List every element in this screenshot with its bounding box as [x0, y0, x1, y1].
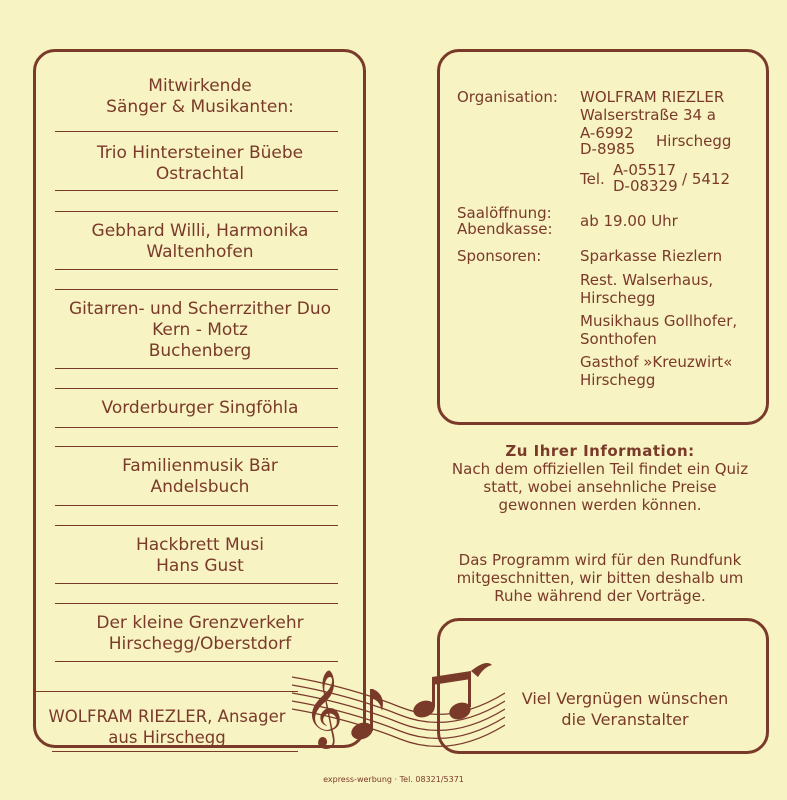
- divider: [55, 427, 338, 428]
- sponsor-walserhaus-town: Hirschegg: [580, 289, 656, 307]
- divider: [55, 190, 338, 191]
- divider: [55, 388, 338, 389]
- divider: [55, 446, 338, 447]
- telephone-number: / 5412: [682, 170, 730, 188]
- divider: [55, 583, 338, 584]
- performers-heading: Mitwirkende Sänger & Musikanten:: [106, 76, 294, 117]
- sponsor-kreuzwirt-town: Hirschegg: [580, 371, 656, 389]
- divider: [55, 269, 338, 270]
- divider: [36, 691, 298, 692]
- performer-gitarren-duo: Gitarren- und Scherrzither Duo Kern - Motz Buchenberg: [68, 299, 332, 361]
- closing-text: Viel Vergnügen wünschen die Veranstalter: [521, 689, 729, 729]
- radio-notice: Das Programm wird für den Rundfunk mitgeschnitten, wir bitten deshalb um Ruhe während der Vorträge.: [456, 551, 744, 605]
- organisation-zip-at: A-6992: [580, 124, 634, 142]
- divider: [52, 751, 298, 752]
- performer-trio-hintersteiner: Trio Hintersteiner Büebe Ostrachtal: [96, 143, 304, 184]
- organisation-street: Walserstraße 34 a: [580, 106, 716, 124]
- divider: [55, 211, 338, 212]
- sponsor-sparkasse: Sparkasse Riezlern: [580, 247, 723, 265]
- organisation-name: WOLFRAM RIEZLER: [580, 88, 725, 106]
- sponsor-gollhofer-town: Sonthofen: [580, 330, 657, 348]
- divider: [55, 603, 338, 604]
- divider: [55, 368, 338, 369]
- performer-gebhard-willi: Gebhard Willi, Harmonika Waltenhofen: [91, 221, 309, 262]
- performer-familienmusik-baer: Familienmusik Bär Andelsbuch: [122, 456, 278, 497]
- svg-text:𝄞: 𝄞: [304, 669, 344, 746]
- music-notes-illustration: [290, 655, 505, 755]
- sponsor-gollhofer: Musikhaus Gollhofer,: [580, 312, 738, 330]
- footer-credit: express-werbung · Tel. 08321/5371: [323, 775, 464, 784]
- divider: [55, 525, 338, 526]
- telephone-de: D-08329: [613, 177, 678, 195]
- info-section: Zu Ihrer Information: Nach dem offiziellen Teil findet ein Quiz statt, wobei ansehnliche Preise gewonnen werden können.: [420, 442, 780, 514]
- divider: [55, 289, 338, 290]
- telephone-label: Tel.: [580, 170, 605, 188]
- sponsors-label: Sponsoren:: [457, 247, 542, 265]
- hall-opening-time: ab 19.00 Uhr: [580, 212, 678, 230]
- hall-opening-label: Saalöffnung:: [457, 204, 552, 222]
- telephone-at: A-05517: [613, 161, 677, 179]
- info-title: Zu Ihrer Information:: [505, 442, 695, 460]
- organisation-label: Organisation:: [457, 88, 558, 106]
- performer-grenzverkehr: Der kleine Grenzverkehr Hirschegg/Oberstdorf: [96, 613, 304, 654]
- treble-clef-icon: [304, 669, 343, 749]
- box-office-label: Abendkasse:: [457, 220, 553, 238]
- sponsor-kreuzwirt: Gasthof »Kreuzwirt«: [580, 353, 733, 371]
- announcer: WOLFRAM RIEZLER, Ansager aus Hirschegg: [48, 707, 286, 747]
- sponsor-walserhaus: Rest. Walserhaus,: [580, 271, 714, 289]
- divider: [55, 505, 338, 506]
- performer-hackbrett-musi: Hackbrett Musi Hans Gust: [135, 535, 264, 576]
- performer-vorderburger: Vorderburger Singföhla: [101, 398, 299, 418]
- divider: [55, 131, 338, 132]
- organisation-town: Hirschegg: [656, 132, 732, 150]
- organisation-zip-de: D-8985: [580, 140, 636, 158]
